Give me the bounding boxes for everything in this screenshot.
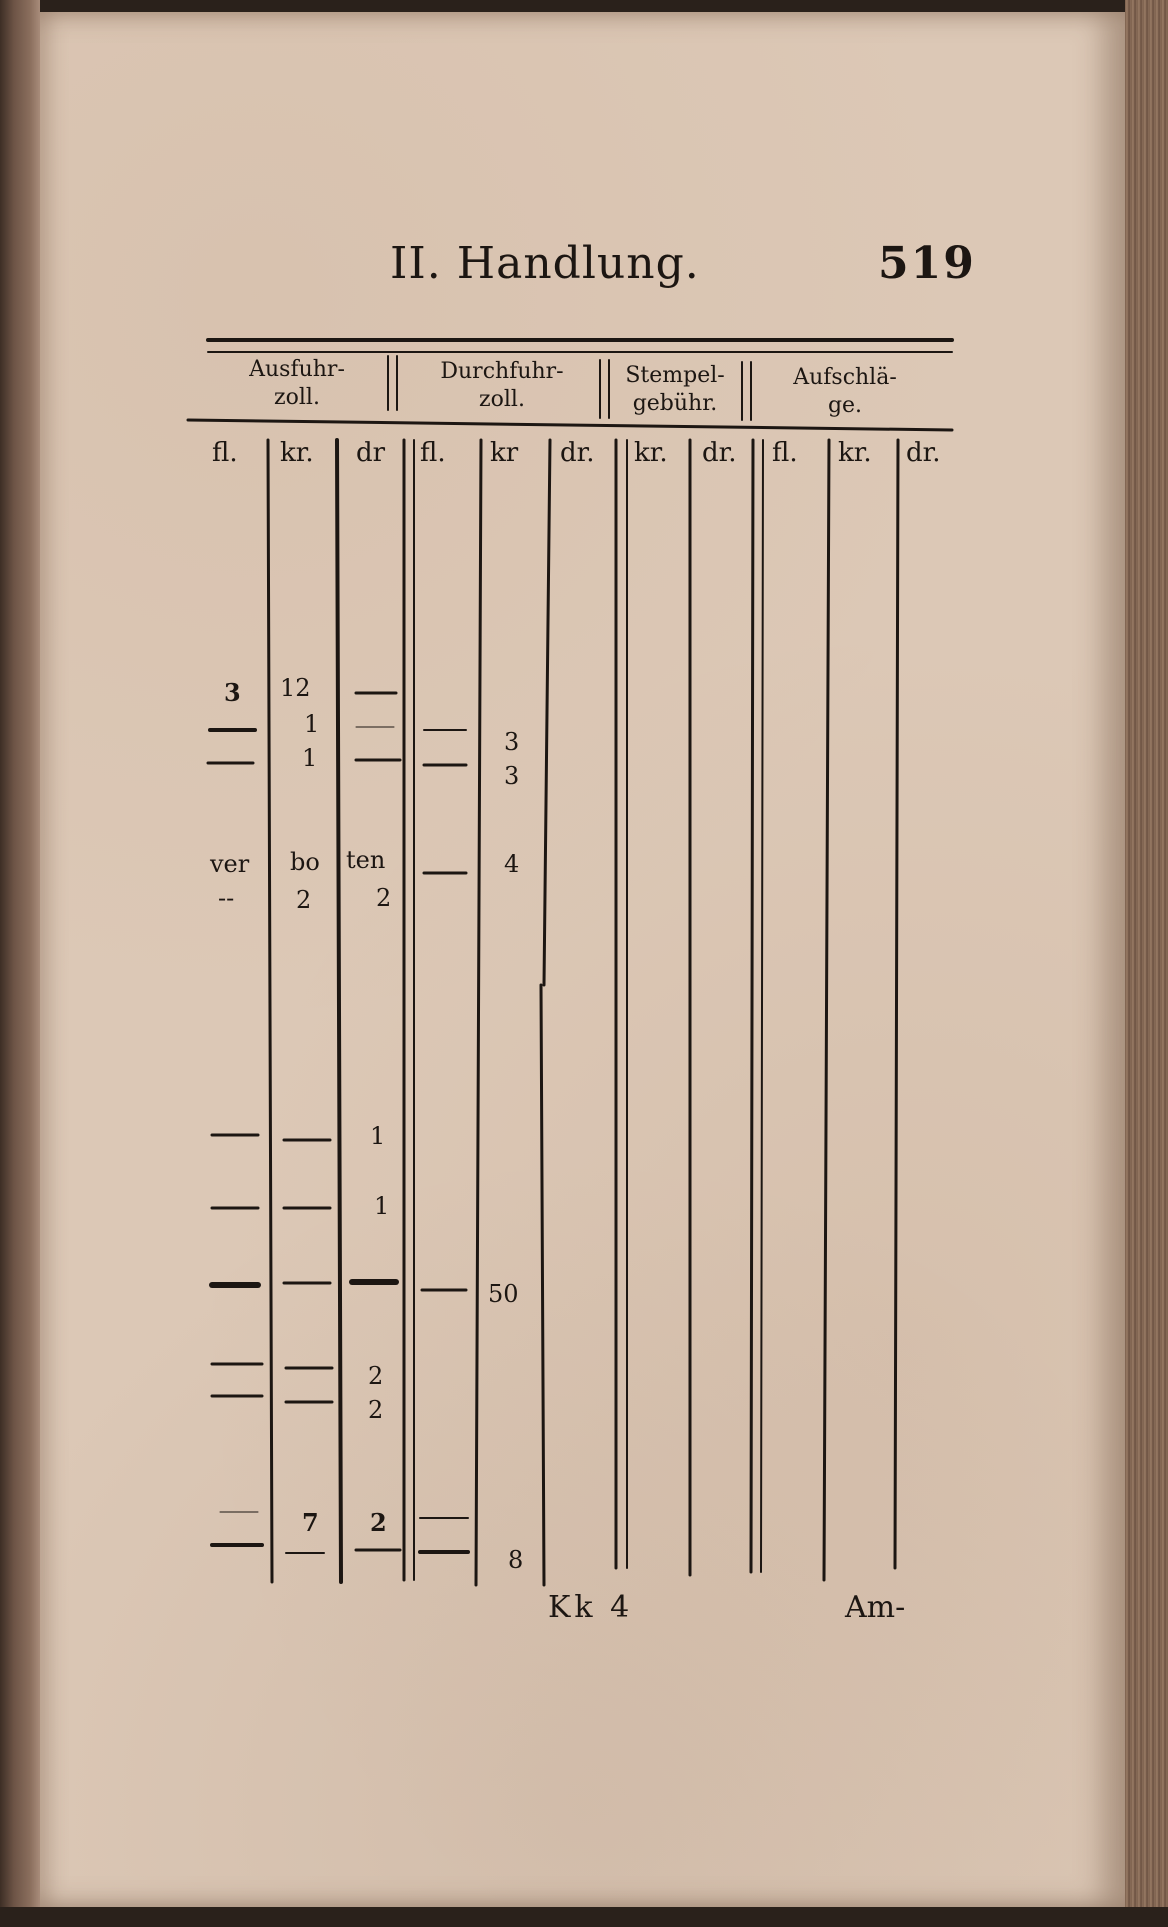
table-cell: -- xyxy=(218,884,235,912)
column-header: dr. xyxy=(906,438,941,468)
group-header-aufschlaege xyxy=(760,364,930,420)
group-header-line: Stempel- xyxy=(625,363,725,388)
column-header: fl. xyxy=(420,438,446,468)
group-header-line: Ausfuhr- xyxy=(249,357,345,382)
group-header-line: gebühr. xyxy=(632,391,718,416)
column-header: dr. xyxy=(560,438,595,468)
catchword: Am- xyxy=(845,1590,906,1625)
column-header: kr. xyxy=(280,438,314,468)
page-number: 519 xyxy=(878,238,976,289)
group-header-line: Aufschlä- xyxy=(793,365,897,390)
group-header-line: zoll. xyxy=(479,387,525,412)
table-cell: 2 xyxy=(368,1396,384,1424)
column-header: fl. xyxy=(212,438,238,468)
table-cell: 7 xyxy=(302,1508,319,1537)
table-cell: 1 xyxy=(370,1122,386,1150)
table-cell: 50 xyxy=(488,1280,519,1308)
column-header: dr xyxy=(356,438,386,468)
group-header-line: Durchfuhr- xyxy=(440,359,564,384)
table-cell: 2 xyxy=(370,1508,387,1537)
table-cell: 1 xyxy=(304,710,320,738)
column-header: fl. xyxy=(772,438,798,468)
table-cell: 1 xyxy=(374,1192,390,1220)
group-header-durchfuhrzoll xyxy=(412,358,592,414)
table-cell: ten xyxy=(346,846,386,874)
running-title: II. Handlung. xyxy=(390,238,700,289)
group-header-stempelgebuehr xyxy=(612,362,738,418)
table-cell: 2 xyxy=(376,884,392,912)
signature-mark: Kk 4 xyxy=(548,1590,634,1625)
column-header: dr. xyxy=(702,438,737,468)
table-cell: ver xyxy=(210,850,250,878)
table-cell: 3 xyxy=(224,678,241,707)
table-cell: 2 xyxy=(368,1362,384,1390)
table-cell: 8 xyxy=(508,1546,524,1574)
table-cell: 2 xyxy=(296,886,312,914)
table-cell: 4 xyxy=(504,850,520,878)
table-cell: 3 xyxy=(504,728,520,756)
group-header-line: ge. xyxy=(827,393,863,418)
table-cell: 1 xyxy=(302,744,318,772)
column-header: kr xyxy=(490,438,519,468)
column-header: kr. xyxy=(838,438,872,468)
table-cell: bo xyxy=(290,848,320,876)
column-header: kr. xyxy=(634,438,668,468)
group-header-line: zoll. xyxy=(274,385,320,410)
group-header-ausfuhrzoll xyxy=(212,356,382,412)
table-cell: 12 xyxy=(280,674,311,702)
table-cell: 3 xyxy=(504,762,520,790)
